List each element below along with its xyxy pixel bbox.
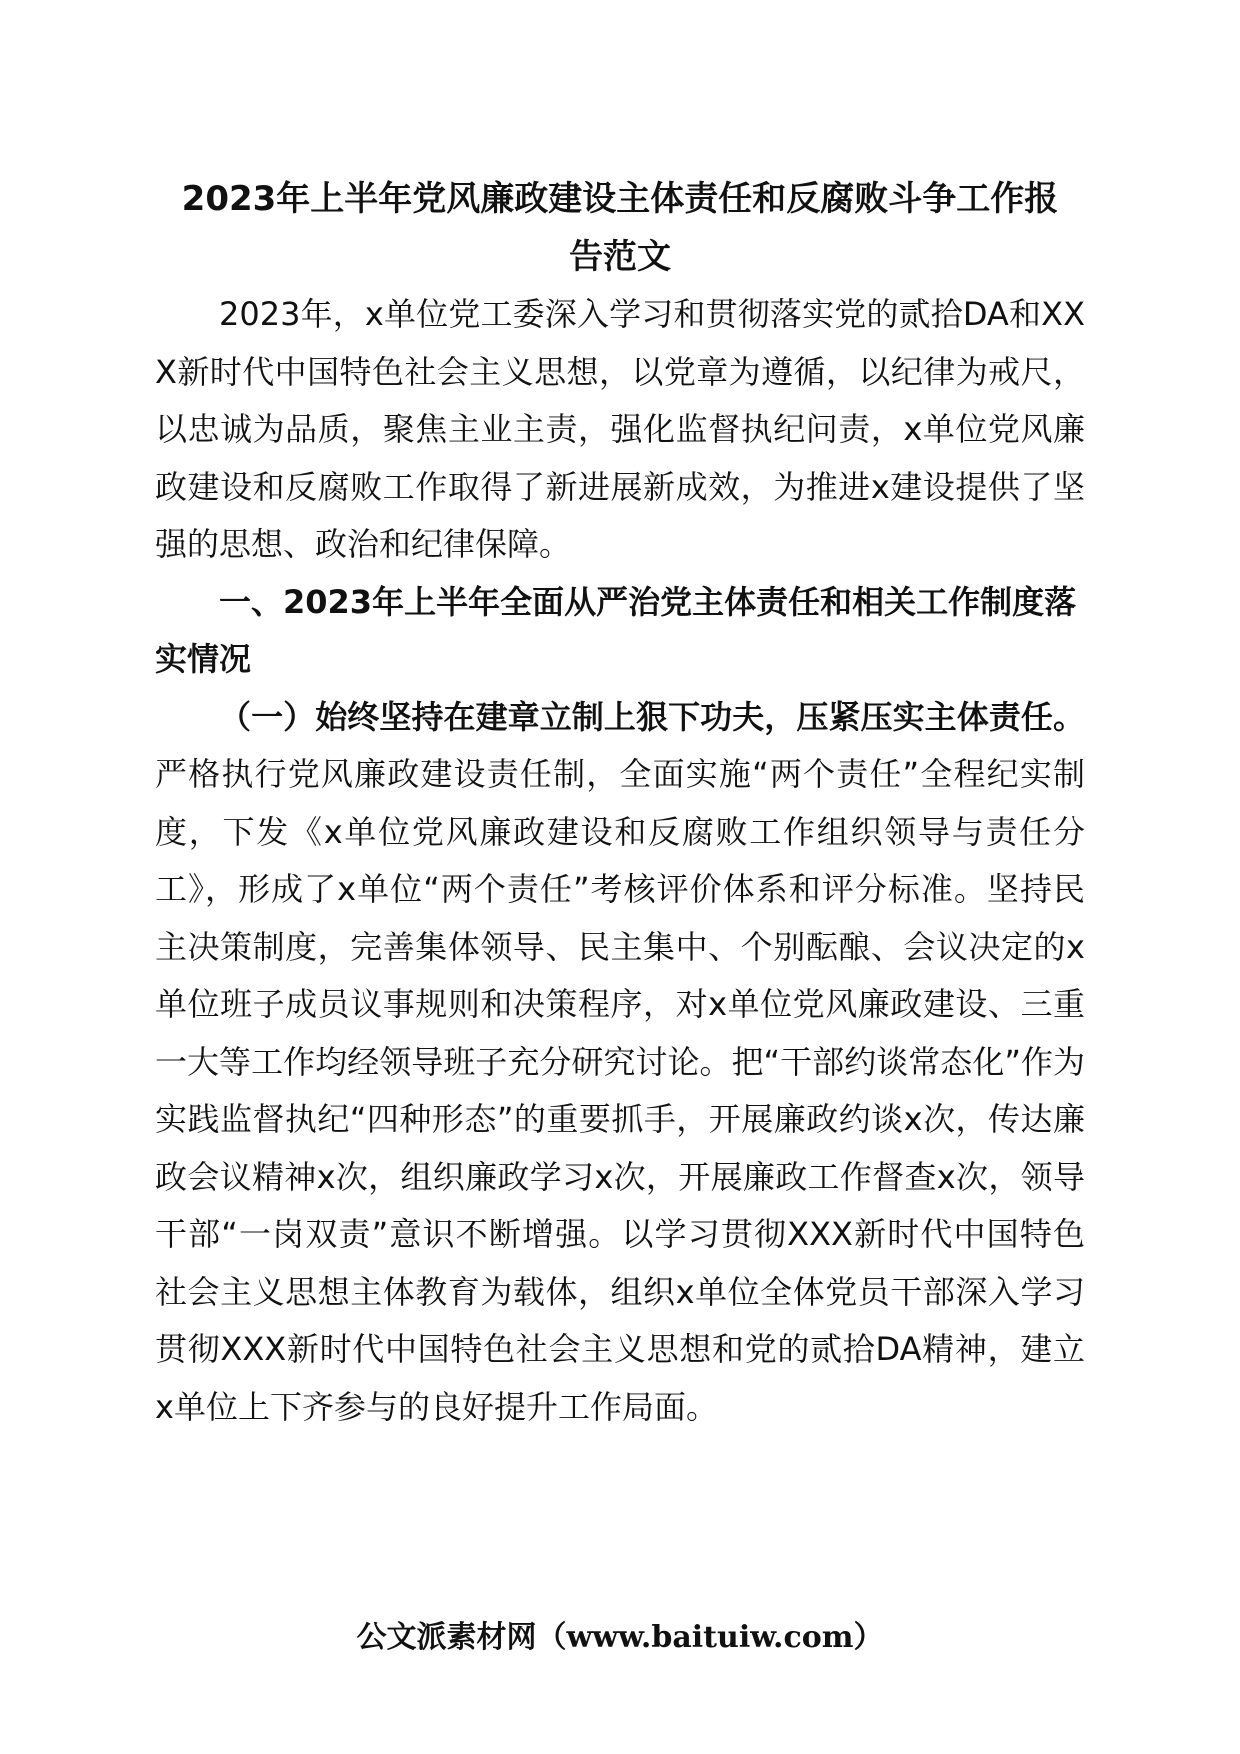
subsection-body: 严格执行党风廉政建设责任制，全面实施“两个责任”全程纪实制度，下发《x单位党风廉政建设和反腐败工作组织领导与责任分工》，形成了x单位“两个责任”考核评价体系和评分标准。坚持民主决策制度，完善集体领导、民主集中、个别酝酿、会议决定的x单位班子成员议事规则和决策程序，对x单位党风廉政建设、三重一大等工作均经领导班子充分研究讨论。把“干部约谈常态化”作为实践监督执纪“四种形态”的重要抓手，开展廉政约谈x次，传达廉政会议精神x次，组织廉政学习x次，开展廉政工作督查x次，领导干部“一岗双责”意识不断增强。以学习贯彻XXX新时代中国特色社会主义思想主体教育为载体，组织x单位全体党员干部深入学习贯彻XXX新时代中国特色社会主义思想和党的贰拾DA精神，建立x单位上下齐参与的良好提升工作局面。 (155, 755, 1085, 1426)
document-title: 2023年上半年党风廉政建设主体责任和反腐败斗争工作报告范文 (181, 179, 1059, 277)
footer-source: 公文派素材网（www.baituiw.com） (356, 1620, 884, 1655)
intro-paragraph: 2023年，x单位党工委深入学习和贯彻落实党的贰拾DA和XXX新时代中国特色社会主义思想，以党章为遵循，以纪律为戒尺，以忠诚为品质，聚焦主业主责，强化监督执纪问责，x单位党风廉政建设和反腐败工作取得了新进展新成效，为推进x建设提供了坚强的思想、政治和纪律保障。 (155, 295, 1085, 563)
section-heading: 一、2023年上半年全面从严治党主体责任和相关工作制度落实情况 (155, 582, 1077, 678)
subsection-paragraph (155, 689, 1085, 1437)
subsection-lead: （一）始终坚持在建章立制上狠下功夫，压紧压实主体责任。 (219, 697, 1085, 736)
document-page (155, 170, 1085, 1436)
